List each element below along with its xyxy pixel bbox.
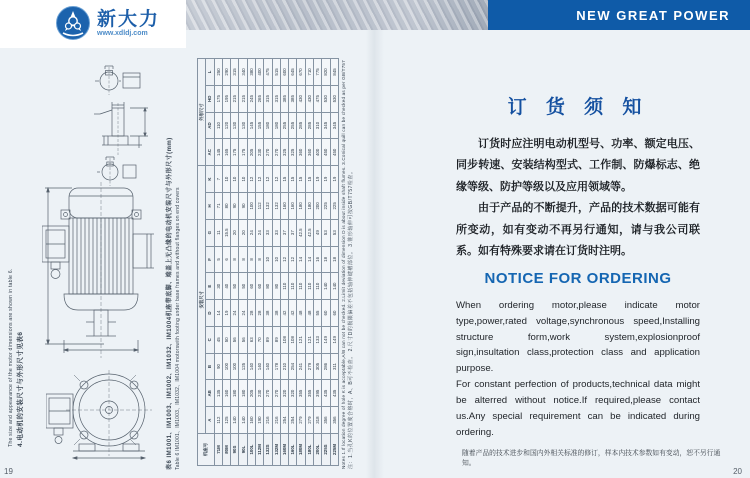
table-caption-zh: 表6 IM1001、IM1003、IM1002、IM1032、IM1004机座带底脚、端盖上无凸缘的电动机安装尺寸与外形尺寸(mm) bbox=[167, 137, 173, 470]
table-row: 112M 190 230 140 70 28 60 8 24 112 12 230 155 265 400 bbox=[255, 59, 263, 466]
ordering-para2-zh: 由于产品的不断提升，产品的技术数据可能有所变动，如有变动不再另行通知，请与我公司联系。如有特殊要求请在订货时注明。 bbox=[456, 202, 700, 258]
company-logo-icon bbox=[55, 5, 91, 41]
ordering-title-en: NOTICE FOR ORDERING bbox=[484, 270, 672, 287]
table-row: 100L 160 205 140 63 28 60 8 24 100 12 205 145 245 380 bbox=[247, 59, 255, 466]
shaft-key-section-drawing-1 bbox=[92, 60, 150, 98]
ordering-para2-en: For constant perfection of products,technical data might be alterred without notice.If required,please contact us.Any special requirement can be indicated during ordering. bbox=[456, 379, 700, 438]
table-row: 180M 279 355 241 121 48 110 14 42.5 180 15 360 285 430 670 bbox=[297, 59, 305, 466]
table-notes-en: Notes 1.If location degree of hole K is acceptable,A/B can not be checked. 2.Limit deviation of dimension D is about inside shaft flumes. 3.Conical quill can be checked as per GB/T757 bbox=[341, 60, 346, 469]
page-fold bbox=[366, 30, 384, 478]
table-row: 225S 356 435 286 149 60 140 18 53 225 19 450 345 530 820 bbox=[322, 59, 330, 466]
table-row: 80M 125 160 100 50 19 40 6 15.5 80 10 165 120 195 290 bbox=[222, 59, 230, 466]
technical-disclaimer: 随着产品的技术进步和国内外相关标准的修订，样本内技术参数如有变动，恕不另行通知。 bbox=[462, 450, 721, 467]
brand-name: 新大力 bbox=[97, 8, 161, 30]
header-banner bbox=[488, 0, 750, 30]
brand-url: www.xdldj.com bbox=[97, 29, 148, 37]
ordering-body-zh bbox=[456, 134, 700, 263]
table-notes-zh: 注：1.当孔K的位置度合格时，A、B可不检查。 2.尺寸D的极限偏差不包括轴伸键槽部位。 3.锥形轴伸可按GB/T757检查。 bbox=[347, 168, 354, 469]
table-row: 132M 216 270 178 89 38 80 10 33 132 12 270 180 315 515 bbox=[272, 59, 280, 466]
decorative-strip bbox=[186, 0, 488, 30]
motor-side-view-drawing bbox=[42, 180, 160, 362]
table-row: 160L 254 320 254 108 42 110 12 37 160 15 325 255 385 645 bbox=[289, 59, 297, 466]
section-label-zh: 4.电动机的安装尺寸与外形尺寸见表6 bbox=[16, 331, 24, 447]
page-number-left: 19 bbox=[4, 467, 13, 476]
table-row: 90S 140 180 100 56 24 50 8 20 90 10 175 130 215 315 bbox=[231, 59, 239, 466]
table-row: 90L 140 180 125 56 24 50 8 20 90 10 175 130 215 340 bbox=[239, 59, 247, 466]
table-row: 225M 356 435 311 149 60 140 18 53 225 19 450 345 530 845 bbox=[330, 59, 339, 466]
header-white-area bbox=[0, 0, 186, 48]
ordering-para1-zh: 订货时应注明电动机型号、功率、额定电压、同步转速、安装结构型式、工作制、防爆标志、绝缘等级、防护等级以及应用领域等。 bbox=[456, 138, 700, 193]
section-label bbox=[8, 269, 26, 447]
page-number-right: 20 bbox=[733, 467, 742, 476]
shaft-end-detail-drawing bbox=[90, 100, 156, 158]
table-row: 200L 318 395 305 133 55 110 16 49 200 19 400 310 475 775 bbox=[313, 59, 321, 466]
banner-title: NEW GREAT POWER bbox=[576, 7, 730, 23]
brand-logo bbox=[55, 5, 160, 41]
table-row: 160M 254 320 210 108 42 110 12 37 160 15 325 255 385 600 bbox=[280, 59, 288, 466]
motor-end-view-drawing bbox=[46, 368, 156, 464]
table-notes bbox=[341, 60, 355, 469]
table-row: 132S 216 270 140 89 38 80 10 33 132 12 270 180 315 475 bbox=[264, 59, 272, 466]
table-caption-en: Table 6 IM1001、IM1003、IM1032、IM1004 motorswith footing under base frames and without flanges on end covers bbox=[175, 187, 181, 470]
dimension-table-wrapper bbox=[197, 58, 339, 466]
table-caption bbox=[166, 137, 183, 470]
table-row: 180L 279 355 279 121 48 110 14 42.5 180 15 360 285 430 710 bbox=[305, 59, 313, 466]
table-row: 71M 112 135 90 45 14 30 5 11 71 7 145 110 175 250 bbox=[214, 59, 222, 466]
dimension-table: 机座号 安装尺寸 外形尺寸 A AB B C D E F G H K AC AD HD L 71M 112 135 90 45 14 30 5 11 71 7 145 110 175 250 80M 125 160 100 50 19 40 6 15.5 80 10 165 120 195 290 90S 140 180 100 56 24 50 8 20 90 10 175 130 215 315 90L 140 180 125 56 24 50 8 20 90 10 175 130 215 340 100L 160 205 140 63 28 60 8 24 100 12 205 145 245 380 112M 190 230 140 70 28 60 8 24 112 12 230 155 265 400 132S 216 270 140 89 38 80 10 33 132 12 270 180 315 475 132M 216 270 178 89 38 80 10 33 132 12 270 180 315 515 160M 254 320 210 108 42 110 12 37 160 15 325 255 385 600 160L 254 320 254 108 42 110 12 37 160 15 325 255 385 645 180M 279 355 241 121 48 110 14 42.5 180 15 360 285 430 670 180L 279 355 279 121 48 110 14 42.5 180 15 360 285 430 710 200L 318 395 305 133 55 110 16 49 200 19 400 310 475 775 225S 356 435 286 149 60 140 18 53 225 19 450 345 530 820 225M 356 435 311 149 60 140 18 53 225 19 450 345 530 845 bbox=[197, 58, 339, 466]
ordering-title-zh: 订 货 须 知 bbox=[507, 97, 649, 118]
section-label-en: The size and appearance of the motor dimensions are shown in table 6. bbox=[8, 268, 14, 447]
ordering-body-en bbox=[456, 298, 700, 440]
ordering-para1-en: When ordering motor,please indicate motor type,power,rated voltage,synchronous speed,Installing structure form,work system,explosionproof sign,insultation class,protection class and application purpose. bbox=[456, 300, 700, 375]
